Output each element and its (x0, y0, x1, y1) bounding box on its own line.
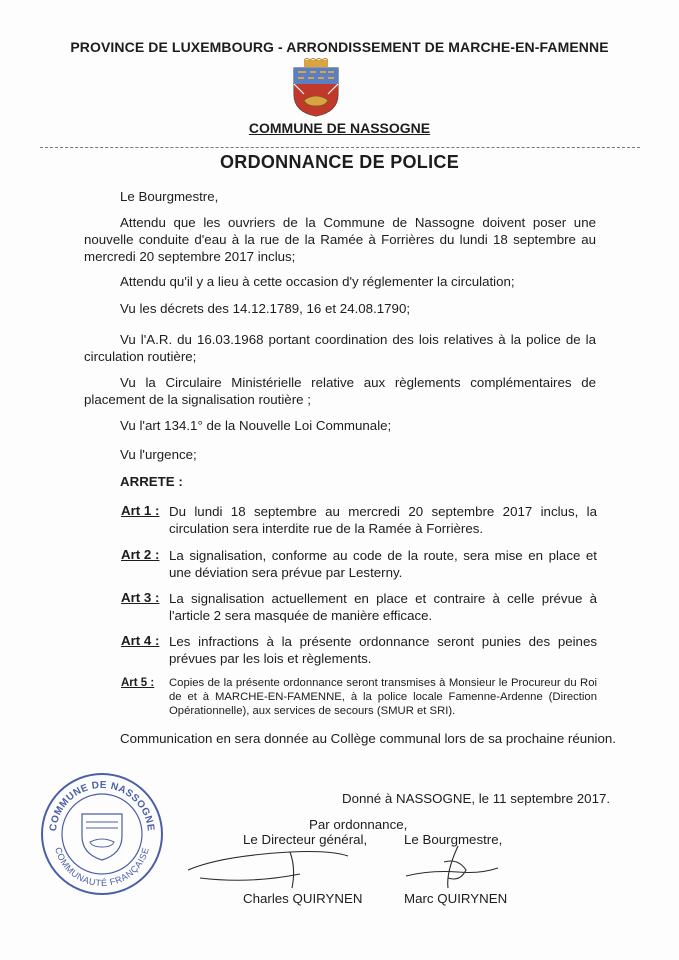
article-text: Copies de la présente ordonnance seront transmises à Monsieur le Procureur du Roi de et à MARCHE-EN-FAMENNE, à la police locale Famenne-Ardenne (Direction Opérationnelle), aux services de secours (SMUR et SRI). (169, 677, 597, 717)
commune-crest-icon (290, 58, 342, 118)
article-label: Art 2 : (121, 547, 160, 562)
consideration-1 (84, 214, 596, 265)
article-label: Art 1 : (121, 503, 160, 518)
article-text: Du lundi 18 septembre au mercredi 20 septembre 2017 inclus, la circulation sera interdite rue de la Ramée à Forrières. (169, 504, 597, 536)
consideration-text: Vu l'urgence; (120, 447, 197, 462)
arrete-heading: ARRETE : (120, 474, 183, 489)
signatory-role-director: Le Directeur général, (243, 832, 368, 847)
signatory-role-mayor: Le Bourgmestre, (404, 832, 503, 847)
article-text: Les infractions à la présente ordonnance seront punies des peines prévues par les lois et règlements. (169, 634, 597, 666)
article-text: La signalisation actuellement en place et contraire à celle prévue à l'article 2 sera masquée de manière efficace. (169, 591, 597, 623)
header-divider (40, 147, 640, 148)
consideration-text: Attendu qu'il y a lieu à cette occasion d'y réglementer la circulation; (120, 274, 515, 289)
consideration-text: Vu l'art 134.1° de la Nouvelle Loi Communale; (120, 418, 392, 433)
article-label: Art 3 : (121, 590, 160, 605)
communication-note: Communication en sera donnée au Collège communal lors de sa prochaine réunion. (120, 731, 616, 746)
given-date: Donné à NASSOGNE, le 11 septembre 2017. (342, 791, 611, 806)
consideration-text: Vu l'A.R. du 16.03.1968 portant coordination des lois relatives à la police de la circulation routière; (84, 332, 596, 364)
salutation: Le Bourgmestre, (120, 189, 219, 204)
par-ordonnance: Par ordonnance, (309, 817, 408, 832)
article-label: Art 4 : (121, 633, 160, 648)
mayor-signature-icon (400, 842, 510, 894)
document-title: ORDONNANCE DE POLICE (219, 152, 459, 172)
signatory-name-mayor: Marc QUIRYNEN (404, 891, 508, 906)
consideration-5 (84, 374, 596, 408)
svg-text:COMMUNAUTÉ FRANÇAISE (53, 846, 151, 888)
consideration-4 (84, 331, 596, 365)
signatory-name-director: Charles QUIRYNEN (243, 891, 363, 906)
consideration-3 (84, 300, 596, 317)
commune-stamp-icon (38, 770, 166, 898)
consideration-text: Attendu que les ouvriers de la Commune de Nassogne doivent poser une nouvelle conduite d'eau à la rue de la Ramée à Forrières du lundi 18 septembre au mercredi 20 septembre 2017 inclus; (84, 215, 596, 264)
consideration-6 (84, 417, 596, 434)
consideration-text: Vu la Circulaire Ministérielle relative aux règlements complémentaires de placement de la signalisation routière ; (84, 375, 596, 407)
article-text: La signalisation, conforme au code de la route, sera mise en place et une déviation sera prévue par Lesterny. (169, 548, 597, 580)
director-signature-icon (180, 838, 370, 898)
province-header: PROVINCE DE LUXEMBOURG - ARRONDISSEMENT DE MARCHE-EN-FAMENNE (70, 39, 609, 55)
stamp-top-text: COMMUNE DE NASSOGNE (47, 779, 156, 832)
stamp-bottom-text: COMMUNAUTÉ FRANÇAISE (53, 846, 151, 889)
consideration-2 (84, 273, 596, 290)
commune-header: COMMUNE DE NASSOGNE (248, 120, 431, 136)
article-label: Art 5 : (121, 677, 155, 689)
consideration-7 (84, 446, 596, 463)
consideration-text: Vu les décrets des 14.12.1789, 16 et 24.08.1790; (120, 301, 411, 316)
